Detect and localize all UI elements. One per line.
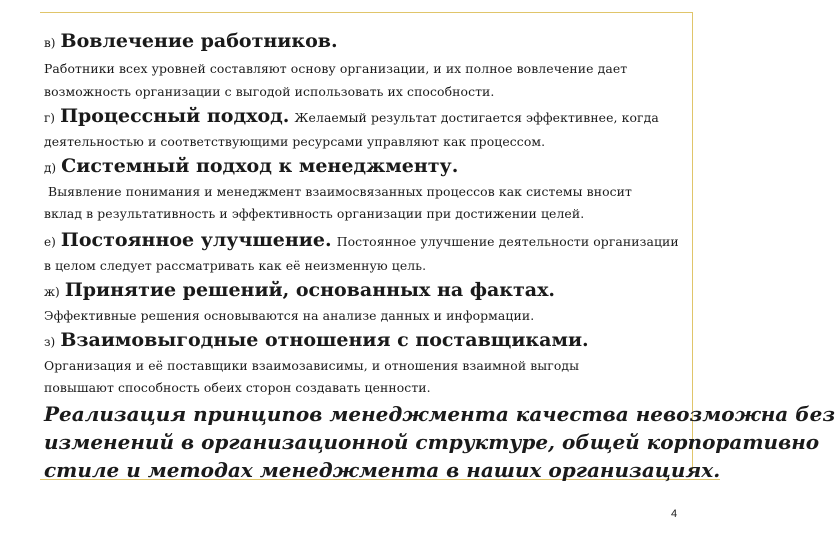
section-letter: з) bbox=[44, 335, 56, 349]
page-number: 4 bbox=[671, 508, 678, 520]
section-letter: е) bbox=[44, 235, 56, 249]
top-rule bbox=[40, 12, 692, 13]
section-z-heading-line bbox=[44, 329, 589, 351]
closing-line: изменений в организационной структуре, общей корпоративно bbox=[44, 430, 820, 454]
section-v-heading-line bbox=[44, 30, 338, 52]
closing-line: Реализация принципов менеджмента качества невозможна без bbox=[44, 402, 835, 426]
section-letter: д) bbox=[44, 161, 57, 175]
body-line: в целом следует рассматривать как её неизменную цель. bbox=[44, 258, 427, 273]
closing-line: стиле и методах менеджмента в наших организациях. bbox=[44, 458, 721, 482]
body-line: Организация и её поставщики взаимозависимы, и отношения взаимной выгоды bbox=[44, 358, 580, 373]
body-line: Эффективные решения основываются на анализе данных и информации. bbox=[44, 308, 535, 323]
inline-text: Желаемый результат достигается эффективнее, когда bbox=[294, 110, 659, 125]
section-e-heading-line bbox=[44, 229, 679, 251]
section-letter: г) bbox=[44, 111, 55, 125]
body-line: возможность организации с выгодой использовать их способности. bbox=[44, 84, 495, 99]
section-heading: Процессный подход. bbox=[60, 105, 290, 127]
section-heading: Вовлечение работников. bbox=[60, 30, 338, 52]
section-heading: Взаимовыгодные отношения с поставщиками. bbox=[60, 329, 589, 351]
section-heading: Системный подход к менеджменту. bbox=[61, 155, 459, 177]
section-g-heading-line bbox=[44, 105, 659, 127]
section-letter: в) bbox=[44, 36, 56, 50]
body-line: вклад в результативность и эффективность организации при достижении целей. bbox=[44, 206, 585, 221]
body-line: деятельностью и соответствующими ресурсами управляют как процессом. bbox=[44, 134, 546, 149]
body-line: Выявление понимания и менеджмент взаимосвязанных процессов как системы вносит bbox=[48, 184, 632, 199]
body-line: Работники всех уровней составляют основу организации, и их полное вовлечение дает bbox=[44, 61, 628, 76]
inline-text: Постоянное улучшение деятельности организации bbox=[336, 234, 679, 249]
section-d-heading-line bbox=[44, 155, 458, 177]
section-letter: ж) bbox=[44, 285, 60, 299]
section-zh-heading-line bbox=[44, 279, 555, 301]
section-heading: Принятие решений, основанных на фактах. bbox=[64, 279, 556, 301]
section-heading: Постоянное улучшение. bbox=[60, 229, 332, 251]
body-line: повышают способность обеих сторон создавать ценности. bbox=[44, 380, 431, 395]
